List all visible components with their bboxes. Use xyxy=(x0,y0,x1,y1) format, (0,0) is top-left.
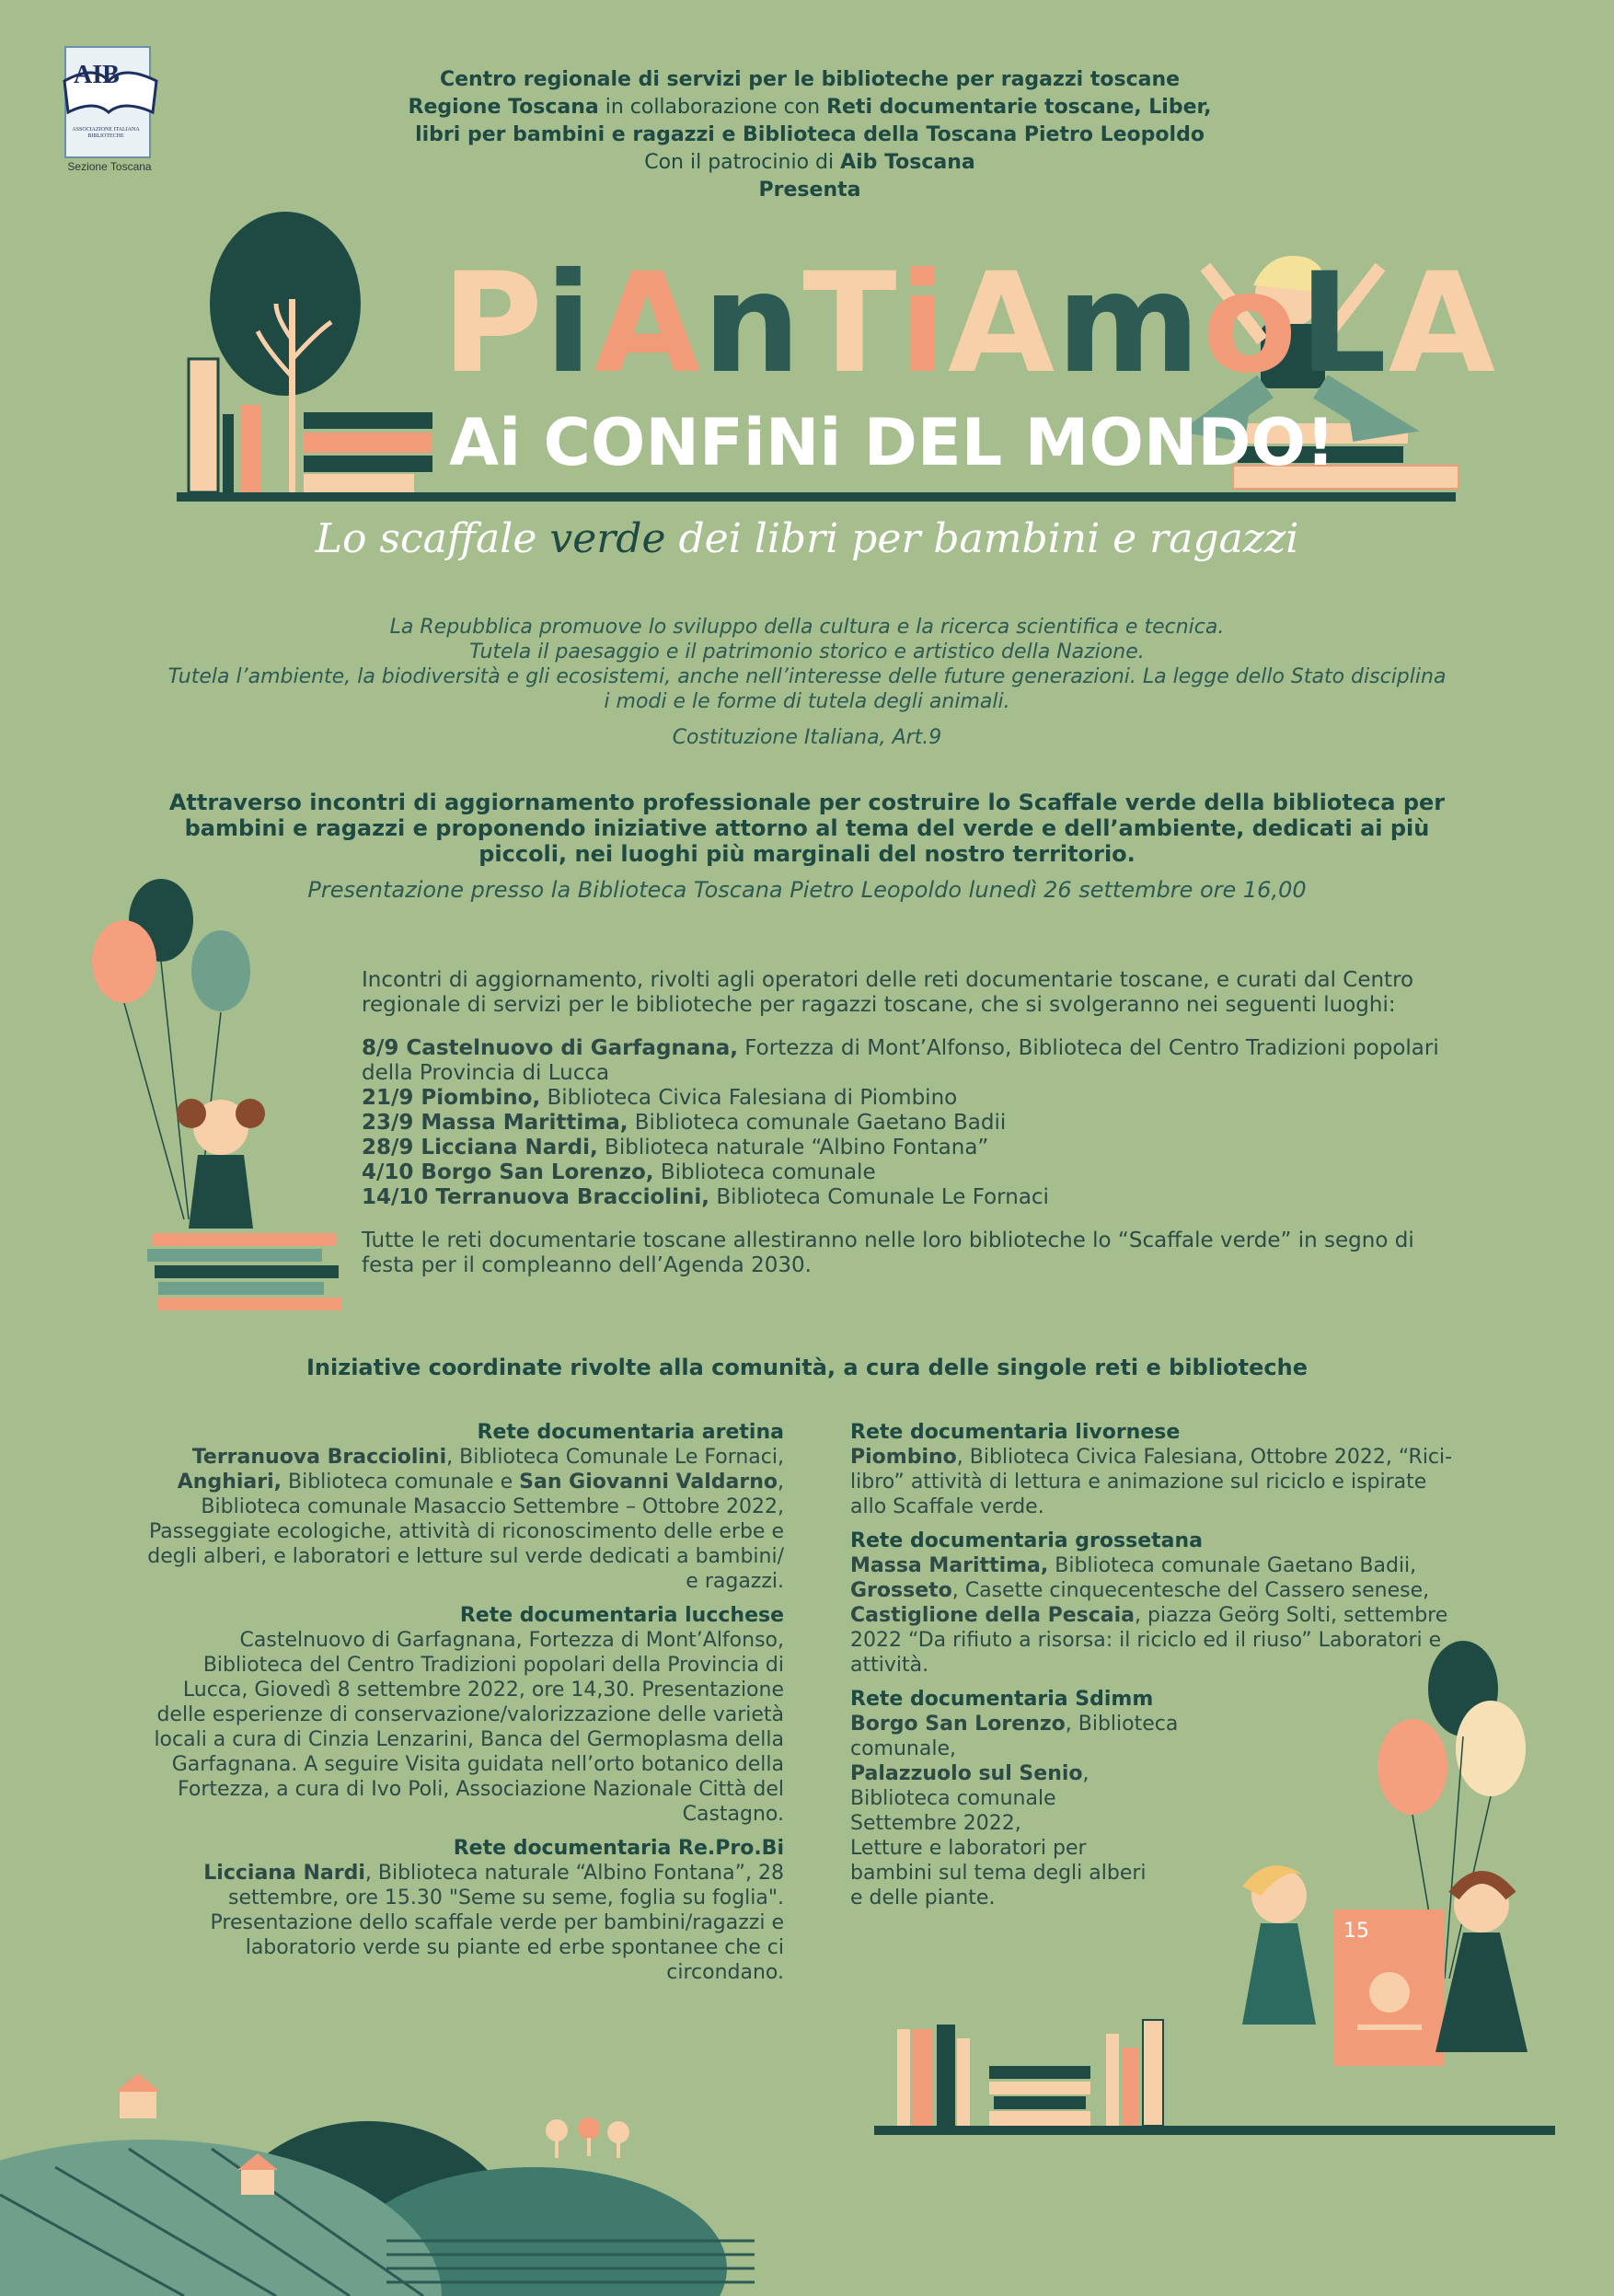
meeting-item: 23/9 Massa Marittima, Biblioteca comunale Gaetano Badii xyxy=(362,1111,1007,1135)
presentation-line: Presentazione presso la Biblioteca Toscana Pietro Leopoldo lunedì 26 settembre ore 16,00 xyxy=(307,877,1307,903)
net-sdimm: Rete documentaria Sdimm Borgo San Lorenzo, Biblioteca comunale, Palazzuolo sul Senio, Biblioteca comunale Settembre 2022, Letture e laboratori per bambini sul tema degli alberi e delle piante. xyxy=(850,1687,1218,1910)
net-title: Rete documentaria livornese xyxy=(850,1421,1181,1444)
net-aretina: Rete documentaria aretina Terranuova Bracciolini, Biblioteca Comunale Le Fornaci, Anghiari, Biblioteca comunale e San Giovanni Valdarno, Biblioteca comunale Masaccio Settembre – Ottobre 2022, Passeggiate ecologiche, attività di riconoscimento delle erbe e degli alberi, e laboratori e letture sul verde dedicati a bambini/ e ragazzi. xyxy=(138,1420,784,1594)
meeting-item: 8/9 Castelnuovo di Garfagnana, Fortezza di Mont’Alfonso, Biblioteca del Centro Tradizioni popolari della Provincia di Lucca xyxy=(362,1036,1439,1085)
main-title: PiAnTiAmoLA xyxy=(442,244,1498,404)
meeting-item: 14/10 Terranuova Bracciolini, Biblioteca Comunale Le Fornaci xyxy=(362,1185,1049,1209)
balloon-icon xyxy=(92,920,156,1003)
aib-logo xyxy=(57,46,160,173)
net-lucchese: Rete documentaria lucchese Castelnuovo di Garfagnana, Fortezza di Mont’Alfonso, Biblioteca del Centro Tradizioni popolari della Provincia di Lucca, Giovedì 8 settembre 2022, ore 14,30. Presentazione delle esperienze di conservazione/valorizzazione delle varietà locali a cura di Cinzia Lenzarini, Banca del Germoplasma della Garfagnana. A seguire Visita guidata nell’orto botanico della Fortezza, a cura di Ivo Poli, Associazione Nazionale Città del Castagno. xyxy=(138,1603,784,1827)
net-title: Rete documentaria Sdimm xyxy=(850,1688,1154,1711)
logo-section: Sezione Toscana xyxy=(67,160,152,173)
logo-text: AIB xyxy=(74,61,120,89)
house-icon xyxy=(120,2089,156,2118)
logo-small-text: ASSOCIAZIONE ITALIANA BIBLIOTECHE xyxy=(72,127,140,139)
title-shelf xyxy=(177,492,1456,502)
header-line-5: Presenta xyxy=(758,179,861,202)
header-block xyxy=(350,66,1270,204)
balloon-icon xyxy=(191,930,250,1011)
net-title: Rete documentaria Re.Pro.Bi xyxy=(453,1837,784,1860)
net-title: Rete documentaria aretina xyxy=(477,1421,784,1444)
net-livornese: Rete documentaria livornese Piombino, Biblioteca Civica Falesiana, Ottobre 2022, “Rici-libro” attività di lettura e animazione sul riciclo e ispirate allo Scaffale verde. xyxy=(850,1420,1458,1519)
bottom-shelf xyxy=(874,2126,1555,2135)
balloon-icon xyxy=(1378,1719,1447,1815)
meetings-outro: Tutte le reti documentarie toscane allestiranno nelle loro biblioteche lo “Scaffale verde” in segno di festa per il compleanno dell’Agenda 2030. xyxy=(362,1229,1414,1277)
meetings-section xyxy=(362,968,1466,1297)
meetings-intro: Incontri di aggiornamento, rivolti agli operatori delle reti documentarie toscane, e curati dal Centro regionale di servizi per le biblioteche per ragazzi toscane, che si svolgeranno nei seguenti luoghi: xyxy=(362,968,1414,1017)
poster-number: 15 xyxy=(1343,1920,1369,1943)
meetings-list xyxy=(362,1036,1466,1210)
net-reprobi: Rete documentaria Re.Pro.Bi Licciana Nardi, Biblioteca naturale “Albino Fontana”, 28 settembre, ore 15.30 "Seme su seme, foglia su foglia". Presentazione dello scaffale verde per bambini/ragazzi e laboratorio verde su piante ed erbe spontanee che ci circondano. xyxy=(138,1836,784,1985)
hills-illustration xyxy=(0,2057,791,2296)
header-line-3: libri per bambini e ragazzi e Biblioteca della Toscana Pietro Leopoldo xyxy=(415,123,1205,146)
book-spine xyxy=(189,359,218,492)
header-line-4: Con il patrocinio di Aib Toscana xyxy=(644,151,975,174)
girls-poster-illustration xyxy=(856,1629,1592,2144)
left-column xyxy=(138,1420,784,1994)
meeting-item: 21/9 Piombino, Biblioteca Civica Falesiana di Piombino xyxy=(362,1086,958,1110)
net-title: Rete documentaria lucchese xyxy=(459,1604,784,1627)
header-line-2: Regione Toscana in collaborazione con Reti documentarie toscane, Liber, xyxy=(408,96,1212,119)
net-title: Rete documentaria grossetana xyxy=(850,1529,1203,1552)
balloon-girl-illustration xyxy=(83,870,359,1385)
house-icon xyxy=(241,2167,274,2195)
quote-source: Costituzione Italiana, Art.9 xyxy=(672,726,942,749)
initiatives-title: Iniziative coordinate rivolte alla comunità, a cura delle singole reti e biblioteche xyxy=(306,1355,1308,1380)
balloon-icon xyxy=(1456,1701,1526,1796)
sub-title: Ai CONFiNi DEL MONDO! xyxy=(449,405,1335,480)
constitution-quote: La Repubblica promuove lo sviluppo della cultura e la ricerca scientifica e tecnica. Tutela il paesaggio e il patrimonio storico e artistico della Nazione. Tutela l’ambiente, la biodiversità e gli ecosistemi, anche nell’interesse delle future generazioni. La legge dello Stato disciplina i modi e le forme di tutela degli animali. Costituzione Italiana, Art.9 xyxy=(147,615,1467,750)
meeting-item: 28/9 Licciana Nardi, Biblioteca naturale “Albino Fontana” xyxy=(362,1136,989,1160)
net-grossetana: Rete documentaria grossetana Massa Marittima, Biblioteca comunale Gaetano Badii, Grosseto, Casette cinquecentesche del Cassero senese, Castiglione della Pescaia, piazza Geörg Solti, settembre 2022 “Da rifiuto a risorsa: il riciclo ed il riuso” Laboratori e attività. xyxy=(850,1529,1458,1678)
tagline: Lo scaffale verde dei libri per bambini e ragazzi xyxy=(315,515,1299,562)
meeting-item: 4/10 Borgo San Lorenzo, Biblioteca comunale xyxy=(362,1160,876,1184)
intro-paragraph: Attraverso incontri di aggiornamento professionale per costruire lo Scaffale verde della biblioteca per bambini e ragazzi e proponendo iniziative attorno al tema del verde e dell’ambiente, dedicati ai più piccoli, nei luoghi più marginali del nostro territorio. xyxy=(168,790,1446,867)
header-line-1: Centro regionale di servizi per le biblioteche per ragazzi toscane xyxy=(439,68,1181,91)
